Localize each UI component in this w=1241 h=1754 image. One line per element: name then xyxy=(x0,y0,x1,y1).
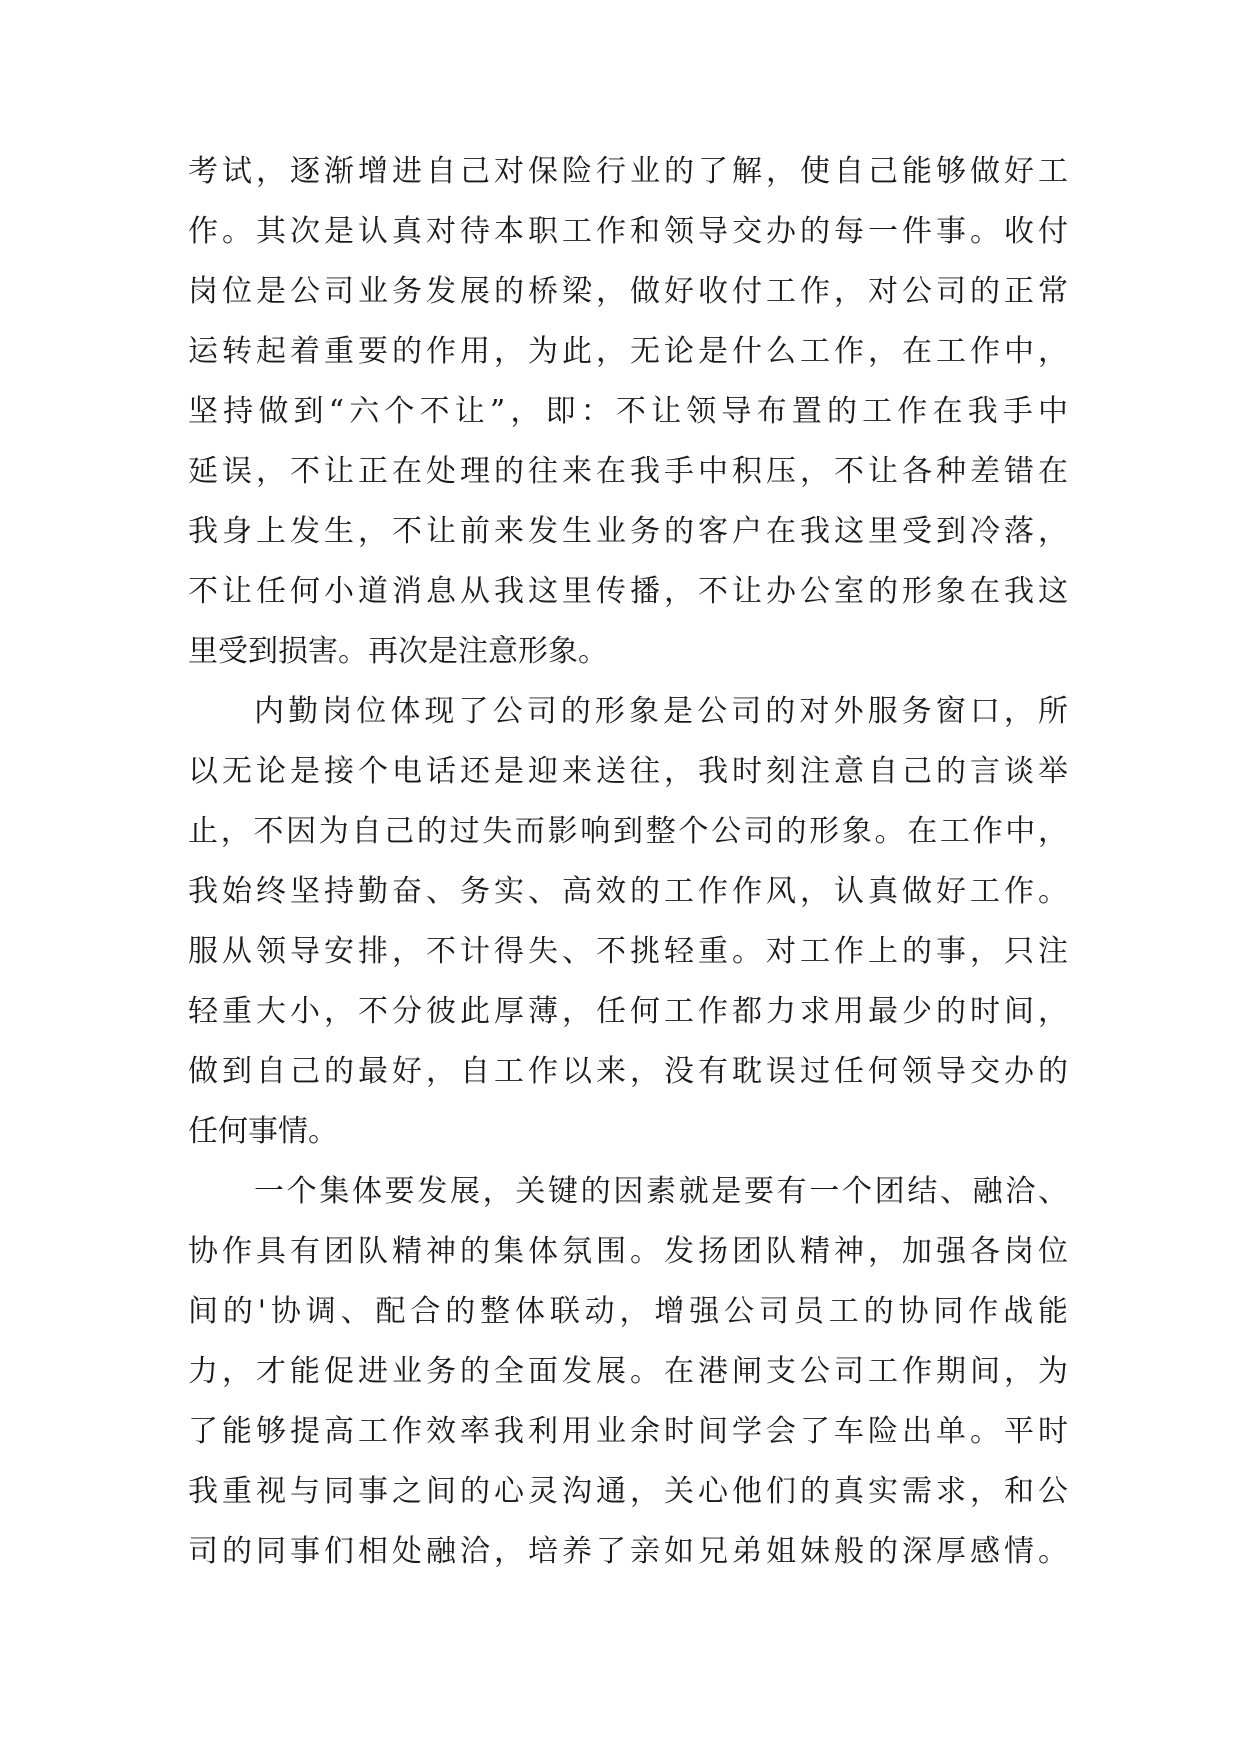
text-line: 司的同事们相处融洽，培养了亲如兄弟姐妹般的深厚感情。 xyxy=(188,1534,1068,1569)
text-line: 考试，逐渐增进自己对保险行业的了解，使自己能够做好工 xyxy=(188,154,1068,189)
text-line: 不让任何小道消息从我这里传播，不让办公室的形象在我这 xyxy=(188,574,1068,609)
text-line: 延误，不让正在处理的往来在我手中积压，不让各种差错在 xyxy=(188,454,1068,489)
text-line: 作。其次是认真对待本职工作和领导交办的每一件事。收付 xyxy=(188,214,1068,249)
text-line: 协作具有团队精神的集体氛围。发扬团队精神，加强各岗位 xyxy=(188,1234,1068,1269)
text-line: 我身上发生，不让前来发生业务的客户在我这里受到冷落， xyxy=(188,514,1068,549)
text-line: 力，才能促进业务的全面发展。在港闸支公司工作期间，为 xyxy=(188,1354,1068,1389)
text-line: 里受到损害。再次是注意形象。 xyxy=(188,634,608,669)
text-line: 我重视与同事之间的心灵沟通，关心他们的真实需求，和公 xyxy=(188,1474,1068,1509)
text-line: 止，不因为自己的过失而影响到整个公司的形象。在工作中， xyxy=(188,814,1068,849)
text-line: 做到自己的最好，自工作以来，没有耽误过任何领导交办的 xyxy=(188,1054,1068,1089)
text-line: 间的'协调、配合的整体联动，增强公司员工的协同作战能 xyxy=(188,1294,1068,1329)
text-line: 岗位是公司业务发展的桥梁，做好收付工作，对公司的正常 xyxy=(188,274,1068,309)
text-line: 任何事情。 xyxy=(188,1114,338,1149)
body-text xyxy=(188,142,1068,1582)
paragraph-first-line: 一个集体要发展，关键的因素就是要有一个团结、融洽、 xyxy=(254,1174,1068,1209)
text-line: 运转起着重要的作用，为此，无论是什么工作，在工作中， xyxy=(188,334,1068,369)
text-line: 轻重大小，不分彼此厚薄，任何工作都力求用最少的时间， xyxy=(188,994,1068,1029)
text-line: 服从领导安排，不计得失、不挑轻重。对工作上的事，只注 xyxy=(188,934,1068,969)
text-line: 我始终坚持勤奋、务实、高效的工作作风，认真做好工作。 xyxy=(188,874,1068,909)
paragraph-first-line: 内勤岗位体现了公司的形象是公司的对外服务窗口，所 xyxy=(254,694,1068,729)
text-line: 了能够提高工作效率我利用业余时间学会了车险出单。平时 xyxy=(188,1414,1068,1449)
text-line: 以无论是接个电话还是迎来送往，我时刻注意自己的言谈举 xyxy=(188,754,1068,789)
text-line: 坚持做到“六个不让”，即：不让领导布置的工作在我手中 xyxy=(188,394,1068,429)
